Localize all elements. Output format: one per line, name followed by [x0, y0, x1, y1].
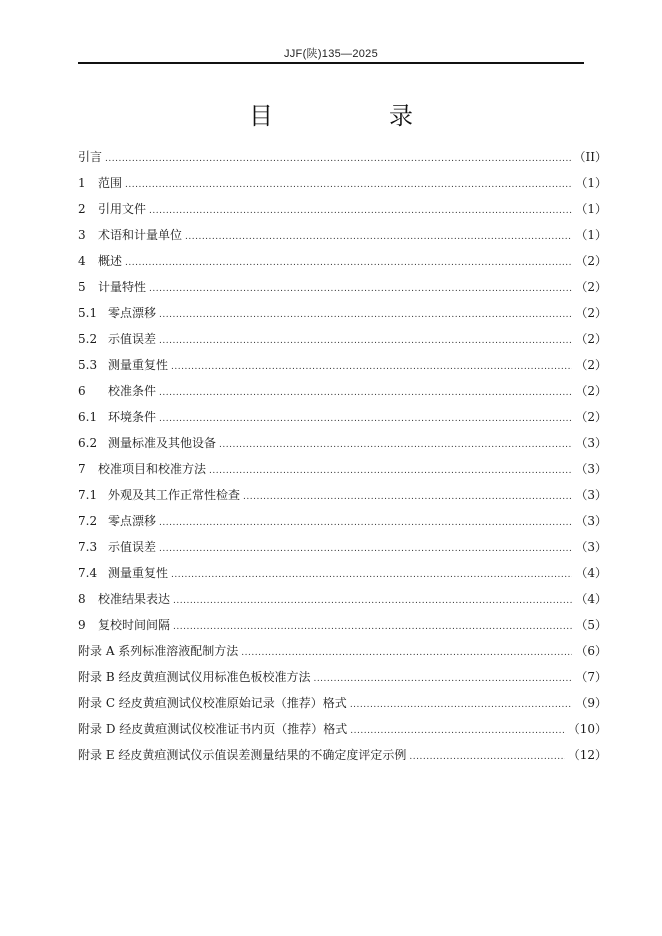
- toc-entry-2[interactable]: [78, 196, 607, 222]
- toc-entry-text: 计量特性: [98, 280, 147, 294]
- toc-entry-page: （3）: [575, 514, 607, 528]
- toc-entry-page: （2）: [575, 384, 607, 398]
- toc-entry-number: 2: [78, 202, 86, 216]
- toc-entry-7-3[interactable]: [78, 534, 607, 560]
- toc-entry-page: （3）: [575, 462, 607, 476]
- toc-leader-dots: [159, 406, 572, 432]
- toc-entry-page: （9）: [575, 696, 607, 710]
- toc-entry-number: 5.1: [78, 306, 98, 320]
- toc-leader-dots: [243, 484, 572, 510]
- toc-leader-dots: [159, 380, 572, 406]
- toc-entry-text: 附录 E 经皮黄疸测试仪示值误差测量结果的不确定度评定示例: [78, 748, 407, 762]
- toc-leader-dots: [209, 458, 572, 484]
- toc-entry-page: （2）: [575, 358, 607, 372]
- toc-entry-6[interactable]: [78, 378, 607, 404]
- toc-leader-dots: [241, 640, 572, 666]
- toc-entry-text: 附录 A 系列标准溶液配制方法: [78, 644, 239, 658]
- toc-entry-page: （1）: [575, 228, 607, 242]
- toc-entry-page: （6）: [575, 644, 607, 658]
- toc-leader-dots: [159, 536, 572, 562]
- toc-entry-number: 5.3: [78, 358, 98, 372]
- toc-leader-dots: [350, 692, 573, 718]
- toc-entry-5-1[interactable]: [78, 300, 607, 326]
- toc-entry-number: 7.1: [78, 488, 98, 502]
- toc-entry-text: 引用文件: [98, 202, 147, 216]
- toc-leader-dots: [173, 588, 572, 614]
- toc-entry-page: （5）: [575, 618, 607, 632]
- toc-entry-appendix-d[interactable]: [78, 716, 607, 742]
- toc-leader-dots: [350, 718, 564, 744]
- standard-code-header: JJF(陕)135—2025: [283, 48, 379, 60]
- toc-entry-number: 6.1: [78, 410, 98, 424]
- toc-entry-text: 附录 C 经皮黄疸测试仪校准原始记录（推荐）格式: [78, 696, 347, 710]
- toc-entry-text: 外观及其工作正常性检查: [108, 488, 241, 502]
- toc-leader-dots: [159, 510, 572, 536]
- table-of-contents: [78, 144, 607, 768]
- toc-entry-page: （3）: [575, 488, 607, 502]
- toc-entry-text: 测量重复性: [108, 566, 169, 580]
- toc-entry-number: 3: [78, 228, 86, 242]
- toc-entry-text: 附录 D 经皮黄疸测试仪校准证书内页（推荐）格式: [78, 722, 348, 736]
- toc-entry-page: （1）: [575, 176, 607, 190]
- toc-leader-dots: [171, 354, 572, 380]
- toc-entry-text: 范围: [98, 176, 123, 190]
- toc-leader-dots: [313, 666, 572, 692]
- toc-entry-page: （7）: [575, 670, 607, 684]
- toc-entry-number: 8: [78, 592, 86, 606]
- toc-entry-text: 环境条件: [108, 410, 157, 424]
- toc-entry-text: 示值误差: [108, 332, 157, 346]
- toc-entry-text: 示值误差: [108, 540, 157, 554]
- toc-entry-text: 校准项目和校准方法: [98, 462, 207, 476]
- toc-entry-foreword[interactable]: [78, 144, 607, 170]
- toc-entry-text: 零点漂移: [108, 306, 157, 320]
- toc-entry-9[interactable]: [78, 612, 607, 638]
- toc-entry-number: 1: [78, 176, 86, 190]
- toc-leader-dots: [173, 614, 572, 640]
- toc-entry-text: 复校时间间隔: [98, 618, 171, 632]
- toc-entry-text: 术语和计量单位: [98, 228, 183, 242]
- toc-leader-dots: [149, 198, 572, 224]
- toc-entry-page: （10）: [567, 722, 607, 736]
- toc-entry-page: （4）: [575, 592, 607, 606]
- header-rule: [78, 62, 584, 64]
- toc-leader-dots: [219, 432, 572, 458]
- toc-entry-text: 零点漂移: [108, 514, 157, 528]
- toc-leader-dots: [185, 224, 572, 250]
- toc-entry-page: （2）: [575, 306, 607, 320]
- toc-leader-dots: [171, 562, 572, 588]
- toc-entry-page: （4）: [575, 566, 607, 580]
- toc-entry-page: （2）: [575, 410, 607, 424]
- toc-entry-number: 6.2: [78, 436, 98, 450]
- toc-entry-3[interactable]: [78, 222, 607, 248]
- toc-entry-number: 7: [78, 462, 86, 476]
- toc-entry-appendix-a[interactable]: [78, 638, 607, 664]
- toc-entry-appendix-c[interactable]: [78, 690, 607, 716]
- toc-entry-page: （3）: [575, 540, 607, 554]
- toc-entry-page: （1）: [575, 202, 607, 216]
- toc-leader-dots: [125, 250, 572, 276]
- toc-entry-5-3[interactable]: [78, 352, 607, 378]
- toc-leader-dots: [149, 276, 572, 302]
- toc-entry-page: （II）: [573, 150, 607, 164]
- toc-entry-page: （2）: [575, 254, 607, 268]
- toc-entry-7[interactable]: [78, 456, 607, 482]
- toc-entry-number: 4: [78, 254, 86, 268]
- page-title: 目 录: [249, 102, 459, 130]
- toc-entry-text: 校准结果表达: [98, 592, 171, 606]
- toc-entry-text: 概述: [98, 254, 123, 268]
- toc-entry-8[interactable]: [78, 586, 607, 612]
- toc-entry-text: 测量重复性: [108, 358, 169, 372]
- toc-entry-number: 5: [78, 280, 86, 294]
- toc-entry-text: 测量标准及其他设备: [108, 436, 217, 450]
- toc-entry-1[interactable]: [78, 170, 607, 196]
- toc-entry-number: 7.3: [78, 540, 98, 554]
- toc-leader-dots: [409, 744, 564, 770]
- toc-entry-appendix-b[interactable]: [78, 664, 607, 690]
- toc-entry-6-1[interactable]: [78, 404, 607, 430]
- toc-entry-appendix-e[interactable]: [78, 742, 607, 768]
- toc-entry-7-2[interactable]: [78, 508, 607, 534]
- toc-entry-text: 校准条件: [108, 384, 157, 398]
- toc-entry-number: 6: [78, 384, 86, 398]
- toc-entry-page: （3）: [575, 436, 607, 450]
- toc-entry-page: （2）: [575, 280, 607, 294]
- toc-entry-4[interactable]: [78, 248, 607, 274]
- toc-entry-number: 5.2: [78, 332, 98, 346]
- toc-entry-6-2[interactable]: [78, 430, 607, 456]
- toc-entry-number: 7.2: [78, 514, 98, 528]
- toc-entry-page: （12）: [567, 748, 607, 762]
- toc-entry-7-1[interactable]: [78, 482, 607, 508]
- toc-entry-5-2[interactable]: [78, 326, 607, 352]
- toc-entry-5[interactable]: [78, 274, 607, 300]
- toc-leader-dots: [159, 302, 572, 328]
- toc-leader-dots: [125, 172, 572, 198]
- toc-entry-page: （2）: [575, 332, 607, 346]
- toc-entry-7-4[interactable]: [78, 560, 607, 586]
- toc-entry-text: 引言: [78, 150, 103, 164]
- toc-entry-text: 附录 B 经皮黄疸测试仪用标准色板校准方法: [78, 670, 311, 684]
- toc-entry-number: 7.4: [78, 566, 98, 580]
- toc-entry-number: 9: [78, 618, 86, 632]
- toc-leader-dots: [105, 146, 571, 172]
- toc-leader-dots: [159, 328, 572, 354]
